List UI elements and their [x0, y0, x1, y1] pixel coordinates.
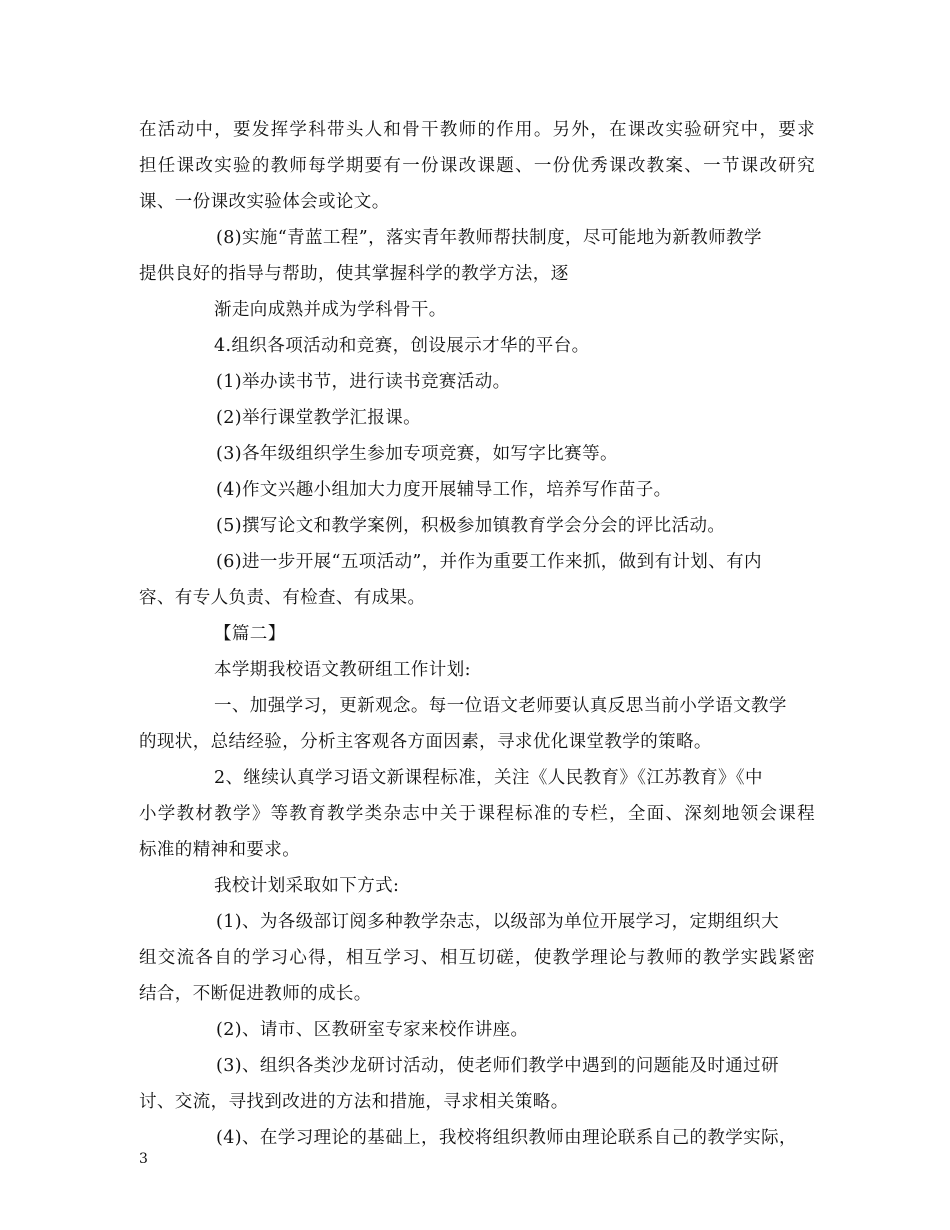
paragraph-line: 一、加强学习，更新观念。每一位语文老师要认真反思当前小学语文教学 — [214, 696, 787, 716]
paragraph-line: 我校计划采取如下方式: — [214, 876, 400, 896]
list-item: (1)举办读书节，进行读书竞赛活动。 — [216, 372, 511, 392]
list-item: (2)举行课堂教学汇报课。 — [216, 408, 421, 428]
section-label: 【篇二】 — [214, 624, 286, 644]
list-item: (4)作文兴趣小组加大力度开展辅导工作，培养写作苗子。 — [216, 480, 672, 500]
list-item: (1)、为各级部订阅多种教学杂志，以级部为单位开展学习，定期组织大 — [216, 912, 779, 932]
paragraph-line: 担任课改实验的教师每学期要有一份课改课题、一份优秀课改教案、一节课改研究 — [139, 156, 815, 176]
list-item: (6)进一步开展“五项活动”，并作为重要工作来抓，做到有计划、有内 — [216, 552, 762, 572]
paragraph-line: 渐走向成熟并成为学科骨干。 — [214, 300, 447, 320]
paragraph-line: 小学教材教学》等教育教学类杂志中关于课程标准的专栏，全面、深刻地领会课程 — [139, 804, 815, 824]
list-item: (4)、在学习理论的基础上，我校将组织教师由理论联系自己的教学实际， — [216, 1128, 797, 1148]
paragraph-line: 在活动中，要发挥学科带头人和骨干教师的作用。另外，在课改实验研究中，要求 — [139, 120, 815, 140]
paragraph-line: 讨、交流，寻找到改进的方法和措施，寻求相关策略。 — [139, 1092, 569, 1112]
list-item: (5)撰写论文和教学案例，积极参加镇教育学会分会的评比活动。 — [216, 516, 726, 536]
paragraph-line: 的现状，总结经验，分析主客观各方面因素，寻求优化课堂教学的策略。 — [139, 732, 712, 752]
paragraph-line: 容、有专人负责、有检查、有成果。 — [139, 588, 426, 608]
paragraph-line: 本学期我校语文教研组工作计划: — [214, 660, 471, 680]
list-item: (3)、组织各类沙龙研讨活动，使老师们教学中遇到的问题能及时通过研 — [216, 1056, 779, 1076]
paragraph-line: 组交流各自的学习心得，相互学习、相互切磋，使教学理论与教师的教学实践紧密 — [139, 948, 815, 968]
list-item: (2)、请市、区教研室专家来校作讲座。 — [216, 1020, 529, 1040]
paragraph-line: (8)实施“青蓝工程”，落实青年教师帮扶制度，尽可能地为新教师教学 — [216, 228, 762, 248]
paragraph-line: 课、一份课改实验体会或论文。 — [139, 192, 390, 212]
paragraph-line: 2、继续认真学习语文新课程标准，关注《人民教育》《江苏教育》《中 — [214, 768, 763, 788]
paragraph-line: 提供良好的指导与帮助，使其掌握科学的教学方法，逐 — [139, 264, 569, 284]
paragraph-line: 标准的精神和要求。 — [139, 840, 301, 860]
page-number: 3 — [139, 1151, 148, 1167]
paragraph-line: 结合，不断促进教师的成长。 — [139, 984, 372, 1004]
section-heading: 4.组织各项活动和竞赛，创设展示才华的平台。 — [214, 336, 590, 356]
list-item: (3)各年级组织学生参加专项竞赛，如写字比赛等。 — [216, 444, 618, 464]
